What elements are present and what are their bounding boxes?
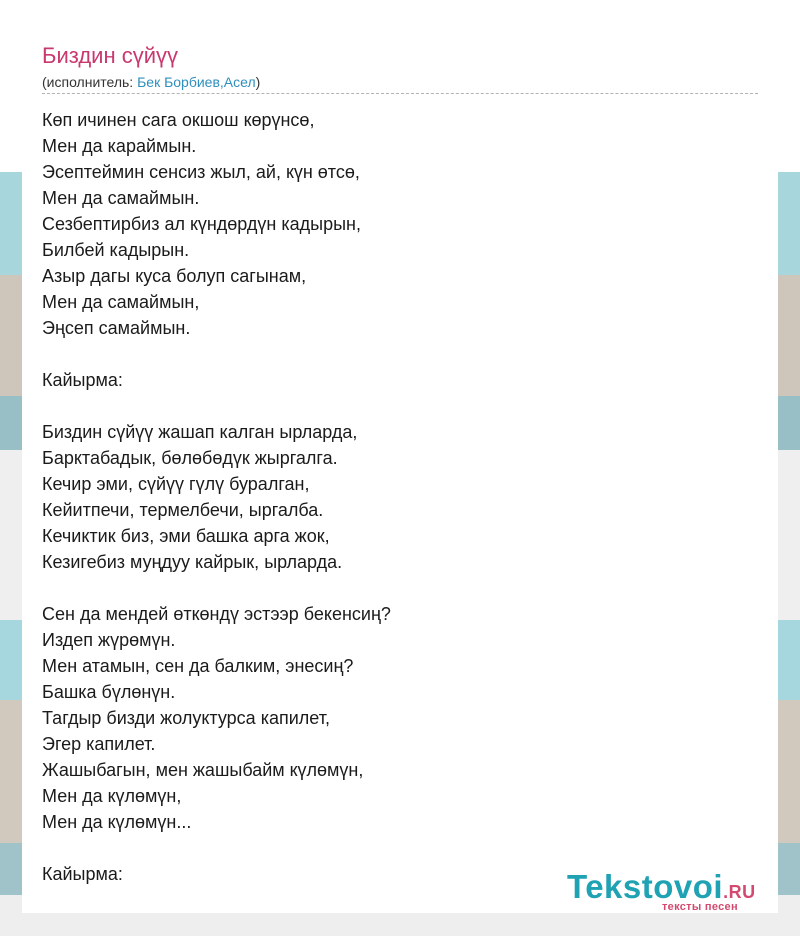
lyrics-card xyxy=(22,20,778,913)
artist-line xyxy=(42,72,758,94)
lyrics-line: Мен да самаймын, xyxy=(42,292,200,312)
artist-link[interactable]: Бек Борбиев,Асел xyxy=(137,74,256,90)
lyrics-stanza xyxy=(42,367,758,393)
lyrics-line: Сезбептирбиз ал күндөрдүн кадырын, xyxy=(42,214,361,234)
lyrics-line: Башка бүлөнүн. xyxy=(42,682,176,702)
lyrics-line: Азыр дагы куса болуп сагынам, xyxy=(42,266,307,286)
lyrics-line: Билбей кадырын. xyxy=(42,240,190,260)
lyrics-line: Эсептеймин сенсиз жыл, ай, күн өтсө, xyxy=(42,162,360,182)
lyrics-line: Кайырма: xyxy=(42,864,123,884)
song-title: Биздин сүйүү xyxy=(42,43,179,68)
lyrics-line: Мен да самаймын. xyxy=(42,188,200,208)
lyrics-stanza xyxy=(42,107,758,341)
lyrics-line: Мен да караймын. xyxy=(42,136,197,156)
lyrics-line: Биздин сүйүү жашап калган ырларда, xyxy=(42,422,358,442)
lyrics-line: Барктабадык, бөлөбөдүк жыргалга. xyxy=(42,448,338,468)
lyrics-text xyxy=(42,107,758,887)
logo-tagline: тексты песен xyxy=(662,901,738,913)
lyrics-line: Эгер капилет. xyxy=(42,734,156,754)
lyrics-line: Кечиктик биз, эми башка арга жок, xyxy=(42,526,330,546)
lyrics-line: Жашыбагын, мен жашыбайм күлөмүн, xyxy=(42,760,364,780)
artist-suffix: ) xyxy=(255,74,261,90)
logo-tld: .RU xyxy=(723,882,756,902)
lyrics-line: Кезигебиз муңдуу кайрык, ырларда. xyxy=(42,552,343,572)
lyrics-line: Кейитпечи, термелбечи, ыргалба. xyxy=(42,500,324,520)
lyrics-line: Көп ичинен сага окшош көрүнсө, xyxy=(42,110,315,130)
lyrics-line: Мен да күлөмүн, xyxy=(42,786,182,806)
lyrics-line: Кечир эми, сүйүү гүлү буралган, xyxy=(42,474,310,494)
lyrics-line: Кайырма: xyxy=(42,370,123,390)
lyrics-line: Мен атамын, сен да балким, энесиң? xyxy=(42,656,354,676)
lyrics-line: Сен да мендей өткөндү эстээр бекенсиң? xyxy=(42,604,391,624)
lyrics-stanza xyxy=(42,419,758,575)
logo-name: Tekstovoi xyxy=(567,868,724,905)
tekstovoi-logo[interactable] xyxy=(567,867,777,915)
lyrics-stanza xyxy=(42,601,758,835)
lyrics-line: Издеп жүрөмүн. xyxy=(42,630,176,650)
artist-prefix: (исполнитель: xyxy=(42,74,138,90)
lyrics-line: Мен да күлөмүн... xyxy=(42,812,192,832)
lyrics-line: Эңсеп самаймын. xyxy=(42,318,191,338)
lyrics-line: Тагдыр бизди жолуктурса капилет, xyxy=(42,708,330,728)
